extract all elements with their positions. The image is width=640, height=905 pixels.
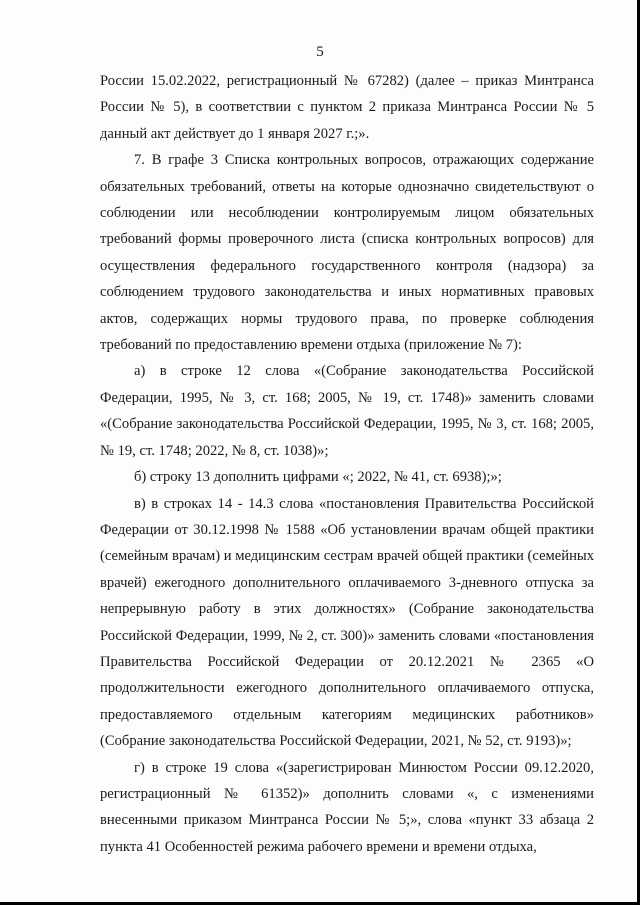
page-number: 5 <box>316 44 324 60</box>
paragraph-subitem-g: г) в строке 19 слова «(зарегистрирован Минюстом России 09.12.2020, регистрационный № 61352)» дополнить словами «, с изменениями внесенными приказом Минтранса России № 5;», слова «пункт 33 абзаца 2 пункта 41 Особенностей режима рабочего времени и времени отдыха, <box>100 759 594 855</box>
paragraph-continuation: России 15.02.2022, регистрационный № 67282) (далее – приказ Минтранса России № 5), в соответствии с пунктом 2 приказа Минтранса России № 5 данный акт действует до 1 января 2027 г.;». <box>100 73 594 142</box>
paragraph-subitem-v: в) в строках 14 - 14.3 слова «постановления Правительства Российской Федерации от 30.12.1998 № 1588 «Об установлении врачам общей практики (семейным врачам) и медицинским сестрам врачей общей практики (семейных врачей) ежегодного дополнительного оплачиваемого 3-дневного отпуска за непрерывную работу в этих должностях» (Собрание законодательства Российской Федерации, 1999, № 2, ст. 300)» заменить словами «постановления Правительства Российской Федерации от 20.12.2021 № 2365 «О продолжительности ежегодного дополнительного оплачиваемого отпуска, предоставляемого отдельным категориям медицинских работников» (Собрание законодательства Российской Федерации, 2021, № 52, ст. 9193)»; <box>100 495 594 750</box>
paragraph-subitem-b: б) строку 13 дополнить цифрами «; 2022, № 41, ст. 6938);»; <box>134 469 502 486</box>
paragraph-item-7: 7. В графе 3 Списка контрольных вопросов, отражающих содержание обязательных требований, ответы на которые однозначно свидетельствуют о соблюдении или несоблюдении контролируемым лицом обязательных требований формы проверочного листа (списка контрольных вопросов) для осуществления федерального государственного контроля (надзора) за соблюдением трудового законодательства и иных нормативных правовых актов, содержащих нормы трудового права, по проверке соблюдения требований по предоставлению времени отдыха (приложение № 7): <box>100 152 594 354</box>
paragraph-subitem-a: а) в строке 12 слова «(Собрание законодательства Российской Федерации, 1995, № 3, ст. 168; 2005, № 19, ст. 1748)» заменить словами «(Собрание законодательства Российской Федерации, 1995, № 3, ст. 168; 2005, № 19, ст. 1748; 2022, № 8, ст. 1038)»; <box>100 363 594 459</box>
document-body <box>100 68 594 860</box>
